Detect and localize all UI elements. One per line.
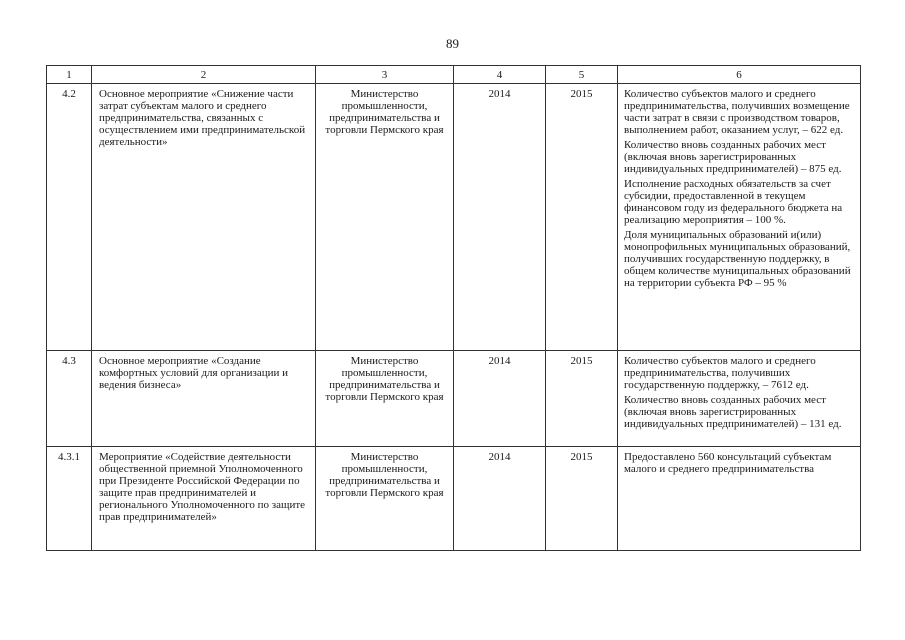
end-year: 2015 <box>546 84 618 351</box>
table-row <box>47 447 861 551</box>
page-number: 89 <box>446 36 459 51</box>
expected-results <box>618 84 861 351</box>
result-item: Количество вновь созданных рабочих мест (включая вновь зарегистрированных индивидуальных предпринимателей) – 875 ед. <box>624 139 842 175</box>
activity-name: Мероприятие «Содействие деятельности общественной приемной Уполномоченного при Президенте Российской Федерации по защите прав предпринимателей и регионального Уполномоченного по защите прав предпринимателей» <box>92 447 316 551</box>
table-row <box>47 351 861 447</box>
start-year: 2014 <box>454 351 546 447</box>
result-item: Предоставлено 560 консультаций субъектам малого и среднего предпринимательства <box>624 451 832 475</box>
column-number: 1 <box>47 66 92 84</box>
expected-results <box>618 447 861 551</box>
program-table <box>46 65 861 551</box>
row-number: 4.3 <box>47 351 92 447</box>
executor: Министерство промышленности, предпринимательства и торговли Пермского края <box>316 84 454 351</box>
end-year: 2015 <box>546 447 618 551</box>
column-number: 6 <box>618 66 861 84</box>
executor: Министерство промышленности, предпринимательства и торговли Пермского края <box>316 447 454 551</box>
result-item: Количество субъектов малого и среднего предпринимательства, получивших возмещение части затрат в связи с производством товаров, выполнением работ, оказанием услуг, – 622 ед. <box>624 88 850 136</box>
activity-name: Основное мероприятие «Создание комфортных условий для организации и ведения бизнеса» <box>92 351 316 447</box>
column-number: 3 <box>316 66 454 84</box>
row-number: 4.3.1 <box>47 447 92 551</box>
end-year: 2015 <box>546 351 618 447</box>
column-number: 5 <box>546 66 618 84</box>
result-item: Количество вновь созданных рабочих мест (включая вновь зарегистрированных индивидуальных предпринимателей) – 131 ед. <box>624 394 842 430</box>
activity-name: Основное мероприятие «Снижение части затрат субъектам малого и среднего предпринимательства, связанных с осуществлением ими предпринимательской деятельности» <box>92 84 316 351</box>
executor: Министерство промышленности, предпринимательства и торговли Пермского края <box>316 351 454 447</box>
start-year: 2014 <box>454 447 546 551</box>
row-number: 4.2 <box>47 84 92 351</box>
start-year: 2014 <box>454 84 546 351</box>
result-item: Доля муниципальных образований и(или) монопрофильных муниципальных образований, получивших государственную поддержку, в общем количестве муниципальных образований на территории субъекта РФ – 95 % <box>624 229 851 289</box>
result-item: Количество субъектов малого и среднего предпринимательства, получивших государственную поддержку, – 7612 ед. <box>624 355 816 391</box>
result-item: Исполнение расходных обязательств за счет субсидии, предоставленной в текущем финансовом году из федерального бюджета на реализацию мероприятия – 100 %. <box>624 178 843 226</box>
column-number-row <box>47 66 861 84</box>
column-number: 2 <box>92 66 316 84</box>
table-row <box>47 84 861 351</box>
expected-results <box>618 351 861 447</box>
column-number: 4 <box>454 66 546 84</box>
